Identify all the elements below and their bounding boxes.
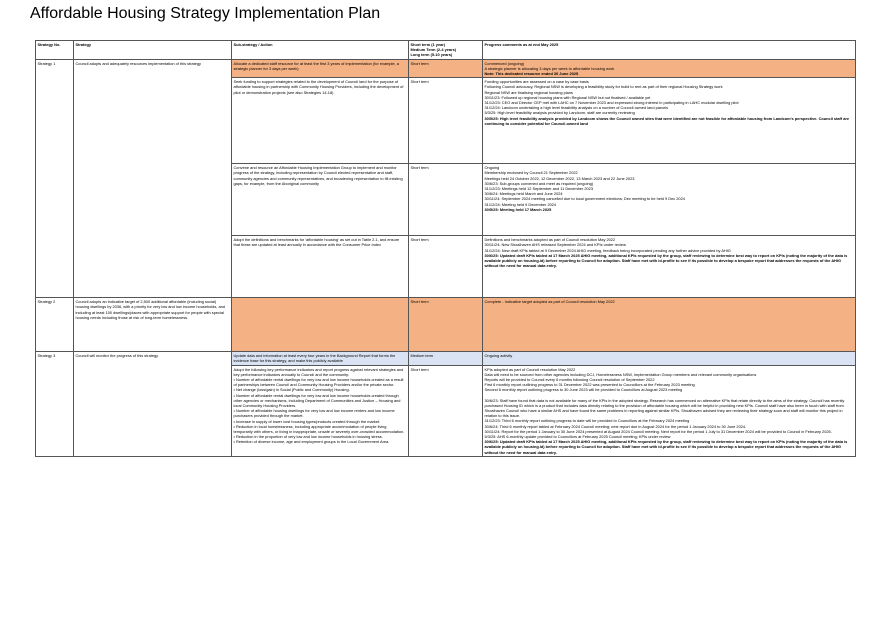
progress-line: 30/6/25: Updated draft KPIs tabled at 17 March 2025 AHIG meeting, additional KPIs requested by the group, staff reviewing to determine best way to report on KPIs (noting the majority of the data is available publicly on housing.id) before reporting to Council for adoption. Staff have met with id.profile to see if its possible to develop a bespoke report that addresses the requests of the AHIG without the need for manual data entry. <box>484 439 848 455</box>
header-strategy: Strategy <box>74 41 232 60</box>
header-term <box>409 41 483 60</box>
progress-line: Funding opportunities are assessed on a case by case basis <box>484 79 589 85</box>
table-header-row <box>36 41 856 60</box>
progress-line: Membership endorsed by Council 21 September 2022 <box>484 170 578 176</box>
action-cell: Allocate a dedicated staff resource for at least the first 3 years of implementation (for example, a strategic planner for 3 days per week) <box>232 59 409 78</box>
progress-line: 30/5/25: Meeting held 17 March 2025 <box>484 206 552 212</box>
progress-line: 31/12/24: Landcom undertaking a high level feasibility analysis on a number of Council owned land parcels <box>484 105 669 111</box>
strategy-cell: Council adopts an indicative target of 2,500 additional affordable (including social) housing dwellings by 2036, with a priority for very low and low income households, and including at least 100 dwellings/places with appropriate support for people with special housing needs including those at risk of long-term homelessness. <box>74 298 232 352</box>
progress-line: 5/3/25: High level feasibility analysis provided by Landcom, staff are currently reviewing <box>484 110 635 116</box>
progress-cell <box>483 365 856 456</box>
progress-line: 30/5/25: High level feasibility analysis provided by Landcom shows the Council owned sites that were identified are not feasible for affordable housing from Landcom's perspective. Council staff are continuing to consider potential for Council-owned land <box>484 115 850 126</box>
action-intro: Adopt the following key performance indicators and report progress against relevant strategies and key performance indicators annually to Council and the community: <box>233 366 404 377</box>
action-cell: Adopt the definitions and benchmarks for 'affordable housing' as set out in Table 2.1, and ensure that these are updated at least annually in accordance with the Consumer Price Index <box>232 236 409 298</box>
progress-line: Following Council advocacy, Regional NSW is developing a feasibility study for build to rent as part of their regional Housing Strategy work <box>484 84 723 90</box>
kpi-bullet: • Increase in supply of lower cost housing types/products created through the market. <box>233 418 381 424</box>
header-term-medium: Medium Term (2-4 years) <box>410 47 457 53</box>
term-cell: Short term <box>409 298 483 352</box>
action-cell: Seek funding to support strategies related to the development of Council land for the purpose of affordable housing in partnership with Community Housing Providers, including the development of pilot or demonstration projects (see also Strategies 14-18) <box>232 78 409 164</box>
strategy-number-cell: Strategy 2 <box>36 298 74 352</box>
progress-cell: Complete - Indicative target adopted as part of Council resolution May 2022 <box>483 298 856 352</box>
progress-line: 30/6/23: Sub-groups convened and meet as required (ongoing) <box>484 180 594 186</box>
term-cell: Medium term <box>409 352 483 365</box>
kpi-bullet: • Number of affordable housing dwellings for very low and low income renters and low income purchasers provided through the market. <box>233 408 395 419</box>
table-row <box>36 298 856 352</box>
progress-line: 30/6/24: Meetings held March and June 2024 <box>484 191 563 197</box>
progress-note: Note: This dedicated resource ended 30 June 2025 <box>484 71 579 77</box>
progress-line: Ongoing <box>484 165 500 171</box>
progress-cell <box>483 164 856 236</box>
progress-line: Data will need to be sourced from other agencies including DCJ, Homelessness NSW, Implementation Group members and relevant community organisations <box>484 371 757 377</box>
term-cell: Short term <box>409 59 483 78</box>
kpi-bullet: • Retention of diverse income, age and employment groups in the Local Government Area. <box>233 439 390 445</box>
progress-line: 31/12/23: Meetings held 12 September and 11 December 2023 <box>484 186 594 192</box>
progress-line: KPIs adopted as part of Council resolution May 2022 <box>484 366 576 372</box>
progress-line: 31/12/23: Third 6 monthly report outlining progress to date will be provided to Councillors at the February 2024 meeting <box>484 418 690 424</box>
kpi-bullet: • Number of affordable rental dwellings for very low and low income households created as a result of partnerships between Council and Community Housing Providers and/or the private sector. <box>233 377 404 388</box>
progress-line: Definitions and benchmarks adopted as part of Council resolution May 2022 <box>484 237 616 243</box>
implementation-plan-table <box>35 40 856 457</box>
progress-line: First 6 monthly report outlining progress to 31 December 2022 was presented to Councillors at the February 2023 meeting <box>484 382 695 388</box>
progress-line: Reports will be provided to Council every 6 months following Council resolution of September 2022 <box>484 377 655 383</box>
term-cell: Short term <box>409 365 483 456</box>
progress-line: Commenced (ongoing) <box>484 60 525 66</box>
action-cell <box>232 298 409 352</box>
progress-line: A strategic planner is allocating 3 days per week to affordable housing work <box>484 65 615 71</box>
progress-line: 30/11/24: September 2024 meeting cancelled due to local government elections; Dec meeting to be held 9 Dec 2024 <box>484 196 685 202</box>
progress-line: 31/12/24: New draft KPIs tabled at 9 December 2024 AHIG meeting, feedback being incorporated pending any further advice provided by AHIG <box>484 247 731 253</box>
progress-line: 30/6/24: Third 6 monthly report tabled at February 2024 Council meeting; next report due in August 2024 for the period 1 January 2024 to 30 June 2024. <box>484 423 747 429</box>
progress-line: 30/11/24: Report for the period 1 January to 30 June 2024 presented at August 2024 Council meeting. Next report for the period 1 July to 31 December 2024 will be provided to Council in February 2025. <box>484 428 832 434</box>
strategy-cell: Council will monitor the progress of this strategy <box>74 352 232 457</box>
progress-cell: Ongoing activity <box>483 352 856 365</box>
progress-line: 30/11/23: Followed up regional housing plans with Regional NSW but not finalised / available yet <box>484 94 651 100</box>
kpi-bullet: • Reduction in local homelessness, including appropriate accommodation of people living temporarily with others, or living in inappropriate, unsafe or severely over-crowded accommodation. <box>233 423 405 435</box>
kpi-bullet: • Number of affordable rental dwellings for very low and low income households created through other agencies or mechanisms, including Department of Communities and Justice – Housing and local Community Housing Providers. <box>233 392 401 409</box>
kpi-bullet: • Net change (loss/gain) in Social (Public and Community) Housing. <box>233 387 350 393</box>
strategy-cell: Council adopts and adequately resources implementation of this strategy <box>74 59 232 298</box>
term-cell: Short term <box>409 78 483 164</box>
progress-line: 5/3/25: AHS 6-monthly update provided to Councillors at February 2025 Council meeting; KPIs under review <box>484 434 671 440</box>
header-strategy-no: Strategy No. <box>36 41 74 60</box>
header-term-long: Long term (5-10 years) <box>410 52 453 58</box>
table-row <box>36 352 856 365</box>
strategy-number-cell: Strategy 3 <box>36 352 74 457</box>
action-cell: Convene and resource an Affordable Housing Implementation Group to implement and monitor progress of the strategy, including representation by Council elected representative and staff, community agencies and community representatives, and broadening representation to fill existing gaps, for example, from the Aboriginal community <box>232 164 409 236</box>
table-row <box>36 59 856 78</box>
action-cell <box>232 365 409 456</box>
action-cell: Update data and information at least every four years in the Background Report that forms the evidence base for this strategy, and make this publicly available <box>232 352 409 365</box>
progress-cell <box>483 236 856 298</box>
progress-cell <box>483 59 856 78</box>
term-cell: Short term <box>409 236 483 298</box>
progress-line: Regional NSW are finalising regional housing plans <box>484 89 573 95</box>
header-progress: Progress comments as at end May 2025 <box>483 41 856 60</box>
progress-cell <box>483 78 856 164</box>
progress-line: 30/11/24: New Shoalhaven AHS released September 2024 and KPIs under review <box>484 242 626 248</box>
page-title: Affordable Housing Strategy Implementation Plan <box>30 5 381 22</box>
progress-line: 31/12/23: CEO and Director CEP met with LAHC on 7 November 2023 and expressed strong interest in participating in LAHC modular dwelling pilot <box>484 100 739 106</box>
progress-line: 31/12/24: Meeting held 9 December 2024 <box>484 201 557 207</box>
progress-line: Meetings held 24 October 2022, 12 December 2022, 13 March 2023 and 22 June 2023 <box>484 175 635 181</box>
term-cell: Short term <box>409 164 483 236</box>
progress-line: 30/6/23: Staff have found that data is not available for many of the KPIs in the adopted strategy. Research has commenced on alternative KPIs that relate directly to the aims of the strategy. Council has recently purchased Housing ID which is a product that includes data directly relating to the provision of affordable housing which will be helpful in providing new KPIs. Council staff have also been in touch with staff from Shoalhaven Council who have a similar AHS and have found the same problems in reporting against similar KPIs. Shoalhaven advised they are reviewing their strategy soon and staff will monitor this project in relation to this issue. <box>484 397 845 419</box>
strategy-number-cell: Strategy 1 <box>36 59 74 298</box>
header-sub-strategy: Sub-strategy / Action <box>232 41 409 60</box>
progress-line: Second 6 monthly report outlining progress to 30 June 2023 will be provided to Councillors at August 2023 meeting <box>484 387 683 393</box>
header-term-short: Short term (1 year) <box>410 42 446 47</box>
kpi-bullet: • Reduction in the proportion of very low and low income households in housing stress. <box>233 434 383 440</box>
progress-line: 30/6/25: Updated draft KPIs tabled at 17 March 2025 AHIG meeting, additional KPIs requested by the group, staff reviewing to determine best way to report on KPIs (noting the majority of the data is available publicly on housing.id) before reporting to Council for adoption. Staff have met with id.profile to see if its possible to develop a bespoke report that addresses the requests of the AHIG without the need for manual data entry. <box>484 252 848 269</box>
